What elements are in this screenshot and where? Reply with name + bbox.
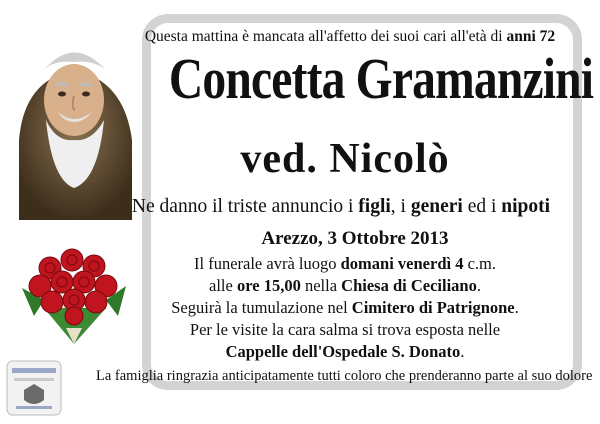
funeral-line-1: Il funerale avrà luogo domani venerdì 4 c.m. xyxy=(194,254,496,273)
nipoti: nipoti xyxy=(501,196,551,217)
place-date: Arezzo, 3 Ottobre 2013 xyxy=(261,228,449,249)
generi: generi xyxy=(410,196,463,217)
saint-portrait xyxy=(14,30,134,220)
announcement-line: Ne danno il triste annuncio i figli, i generi ed i nipoti xyxy=(131,196,551,217)
chapel-line: Cappelle dell'Ospedale S. Donato. xyxy=(225,342,465,361)
burial-line: Seguirà la tumulazione nel Cimitero di Patrignone. xyxy=(171,298,519,317)
misericordia-seal-logo xyxy=(6,360,62,416)
funeral-line-2: alle ore 15,00 nella Chiesa di Ceciliano. xyxy=(209,276,481,295)
closing-line: La famiglia ringrazia anticipatamente tutti coloro che prenderanno parte al suo dolore xyxy=(96,368,593,384)
figli: figli xyxy=(358,196,391,217)
intro-line: Questa mattina è mancata all'affetto dei suoi cari all'età di anni 72 xyxy=(144,28,556,45)
widow-of: ved. Nicolò xyxy=(240,136,450,182)
visits-line: Per le visite la cara salma si trova esposta nelle xyxy=(189,320,501,339)
age: anni 72 xyxy=(506,28,556,45)
deceased-name: Concetta Gramanzini xyxy=(168,46,594,111)
